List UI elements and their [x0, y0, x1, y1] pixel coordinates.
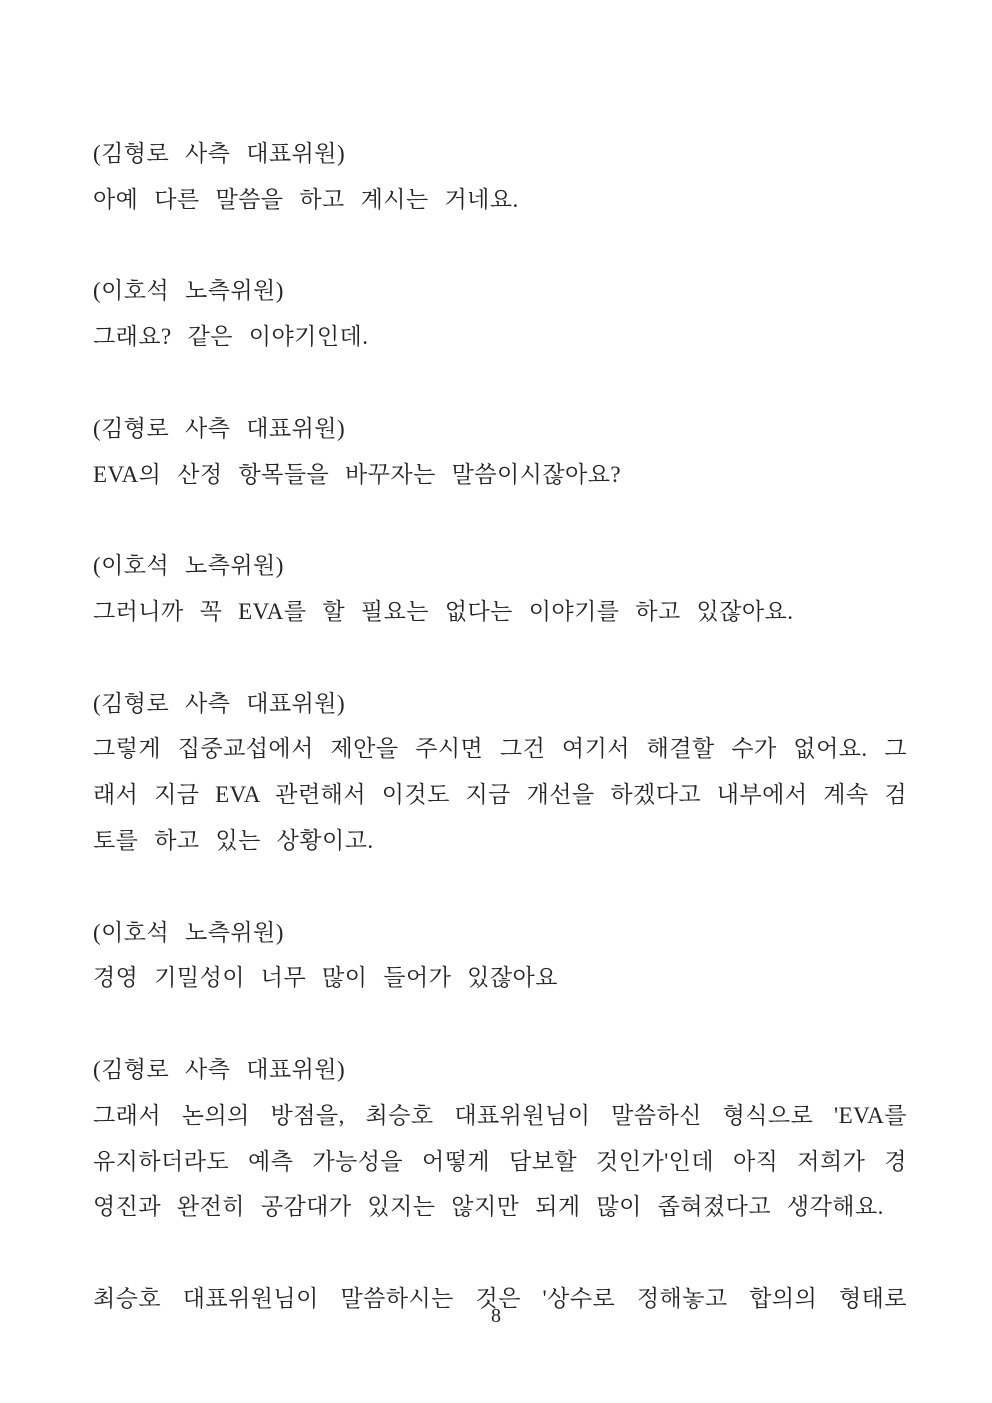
page-number: 8 [491, 1305, 501, 1327]
text-line: 유지하더라도 예측 가능성을 어떻게 담보할 것인가'인데 아직 저희가 경 [93, 1148, 907, 1174]
speech-block [93, 1047, 907, 1230]
text-line: 래서 지금 EVA 관련해서 이것도 지금 개선을 하겠다고 내부에서 계속 검 [93, 782, 907, 808]
speech-block [93, 543, 907, 635]
speaker-label: (이호석 노측위원) [93, 553, 284, 579]
document-content [93, 131, 907, 1322]
speech-block [93, 681, 907, 864]
text-line: 아예 다른 말씀을 하고 계시는 거네요. [93, 186, 519, 212]
text-line: 영진과 완전히 공감대가 있지는 않지만 되게 많이 좁혀졌다고 생각해요. [93, 1194, 884, 1220]
speech-block [93, 268, 907, 360]
speech-block [93, 910, 907, 1002]
speaker-label: (김형로 사측 대표위원) [93, 690, 346, 716]
text-line: 그러니까 꼭 EVA를 할 필요는 없다는 이야기를 하고 있잖아요. [93, 598, 794, 624]
speaker-label: (김형로 사측 대표위원) [93, 141, 346, 166]
text-line: 토를 하고 있는 상황이고. [93, 827, 374, 853]
speaker-label: (김형로 사측 대표위원) [93, 1056, 346, 1082]
text-line: 경영 기밀성이 너무 많이 들어가 있잖아요 [93, 965, 558, 991]
speaker-label: (이호석 노측위원) [93, 919, 284, 945]
text-line: EVA의 산정 항목들을 바꾸자는 말씀이시잖아요? [93, 461, 622, 487]
speech-block [93, 131, 907, 223]
text-line: 그래요? 같은 이야기인데. [93, 324, 369, 350]
text-line: 그렇게 집중교섭에서 제안을 주시면 그건 여기서 해결할 수가 없어요. 그 [93, 736, 907, 762]
speaker-label: (김형로 사측 대표위원) [93, 415, 346, 441]
speaker-label: (이호석 노측위원) [93, 278, 284, 304]
text-line: 그래서 논의의 방점을, 최승호 대표위원님이 말씀하신 형식으로 'EVA를 [93, 1102, 907, 1128]
text-line: 최승호 대표위원님이 말씀하시는 것은 '상수로 정해놓고 합의의 형태로 [93, 1285, 907, 1311]
speech-block [93, 406, 907, 498]
